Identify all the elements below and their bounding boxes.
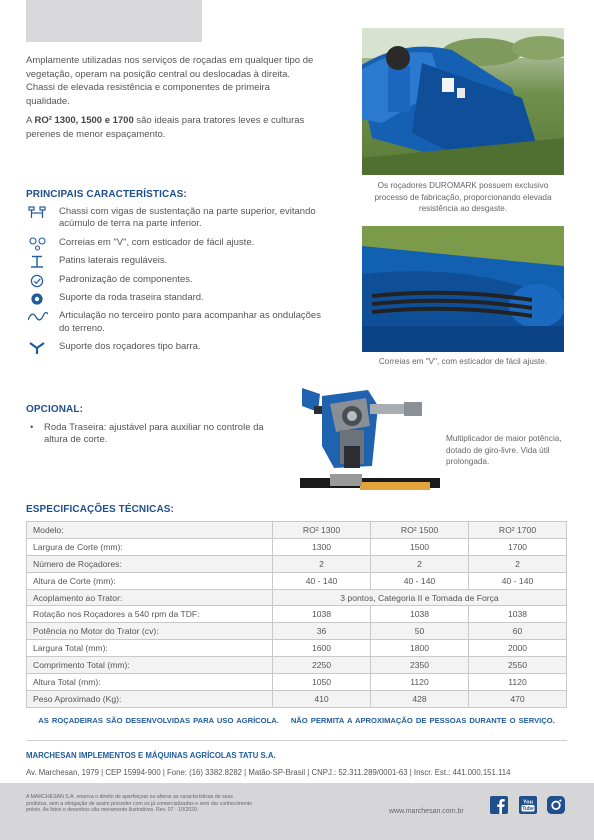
features-list (26, 206, 326, 360)
table-row: Modelo: RO² 1300 RO² 1500 RO² 1700 (27, 522, 567, 539)
feature-item: Correias em "V", com esticador de fácil ajuste. (26, 237, 326, 249)
intro-paragraph: Amplamente utilizadas nos serviços de roçadas em qualquer tipo de vegetação, operam na posição central ou deslocadas à direita. Chassi de elevada resistência e componentes de primeira qualidade. (26, 55, 314, 107)
v-belt-pulley-icon (28, 237, 48, 251)
feature-item: Suporte da roda traseira standard. (26, 292, 326, 304)
specs-table (26, 521, 567, 708)
v-belt-photo (362, 226, 564, 352)
photo1-caption: Os roçadores DUROMARK possuem exclusivo processo de fabricação, proporcionando elevada resistência ao desgaste. (374, 181, 552, 214)
table-row: Comprimento Total (mm): 2250 2350 2550 (27, 657, 567, 674)
gearbox-caption: Multiplicador de maior potência, dotado de giro-livre. Vida útil prolongada. (446, 434, 562, 467)
intro-text (26, 54, 316, 142)
specs-title: ESPECIFICAÇÕES TÉCNICAS: (26, 504, 174, 515)
feature-item: Patins laterais reguláveis. (26, 255, 326, 267)
website-link[interactable]: www.marchesan.com.br (389, 808, 464, 815)
rear-wheel-icon (28, 292, 48, 306)
table-row: Altura de Corte (mm): 40 - 140 40 - 140 40 - 140 (27, 572, 567, 589)
model-names: RO² 1300, 1500 e 1700 (34, 115, 134, 127)
table-row: Largura de Corte (mm): 1300 1500 1700 (27, 538, 567, 555)
gearbox-illustration (300, 386, 440, 494)
wave-articulation-icon (28, 310, 48, 324)
intro-models-paragraph: A RO² 1300, 1500 e 1700 são ideais para tratores leves e culturas perenes de menor espaçamento. (26, 115, 305, 140)
svg-text:You: You (523, 799, 533, 806)
feature-item: Chassi com vigas de sustentação na parte superior, evitando acúmulo de terra na parte inferior. (26, 206, 326, 231)
photo2-caption: Correias em "V", com esticador de fácil ajuste. (378, 357, 548, 366)
features-title: PRINCIPAIS CARACTERÍSTICAS: (26, 189, 187, 200)
table-row: Rotação nos Roçadores a 540 rpm da TDF: 1038 1038 1038 (27, 606, 567, 623)
table-row: Peso Aproximado (Kg): 410 428 470 (27, 690, 567, 707)
table-row: Acoplamento ao Trator: 3 pontos, Categoria II e Tomada de Força (27, 589, 567, 606)
table-row: Número de Roçadores: 2 2 2 (27, 555, 567, 572)
table-row: Largura Total (mm): 1600 1800 2000 (27, 640, 567, 657)
side-skid-icon (28, 255, 48, 269)
feature-item: Suporte dos roçadores tipo barra. (26, 341, 326, 353)
feature-item: Padronização de componentes. (26, 274, 326, 286)
youtube-icon[interactable] (519, 796, 537, 814)
table-row: Potência no Motor do Trator (cv): 36 50 60 (27, 623, 567, 640)
bar-mower-support-icon (28, 341, 48, 355)
company-name: MARCHESAN IMPLEMENTOS E MÁQUINAS AGRÍCOLAS TATU S.A. (26, 751, 276, 760)
table-row: Altura Total (mm): 1050 1120 1120 (27, 674, 567, 691)
footer (0, 783, 594, 840)
optional-title: OPCIONAL: (26, 404, 84, 415)
optional-item: • Roda Traseira: ajustável para auxiliar no controle da altura de corte. (30, 422, 264, 446)
header-gray-block (26, 0, 202, 42)
legal-notice: A MARCHESAN S.A. reserva o direito de aperfeiçoar ou alterar as características de seus produtos, sem a obrigação de assim proceder com os já comercializados e sem dar conhecimento prévio. As fotos e desenhos são meramente ilustrativos. Rev. 07 - 10/2020. (26, 794, 253, 814)
facebook-icon[interactable] (490, 796, 508, 814)
feature-item: Articulação no terceiro ponto para acompanhar as ondulações do terreno. (26, 310, 326, 335)
divider (26, 740, 567, 741)
safety-warning: AS ROÇADEIRAS SÃO DESENVOLVIDAS PARA USO AGRÍCOLA. NÃO PERMITA A APROXIMAÇÃO DE PESSOAS DURANTE O SERVIÇO. (38, 716, 555, 725)
company-address: Av. Marchesan, 1979 | CEP 15994-900 | Fone: (16) 3382.8282 | Matão-SP-Brasil | CNPJ.: 52.311.289/0001-63 | Inscr. Est.: 441.000.151.114 (26, 768, 511, 777)
instagram-icon[interactable] (547, 796, 565, 814)
mower-field-photo (362, 28, 564, 175)
chassis-beam-icon (28, 206, 48, 220)
svg-text:Tube: Tube (522, 806, 534, 813)
standard-check-icon (28, 274, 48, 288)
